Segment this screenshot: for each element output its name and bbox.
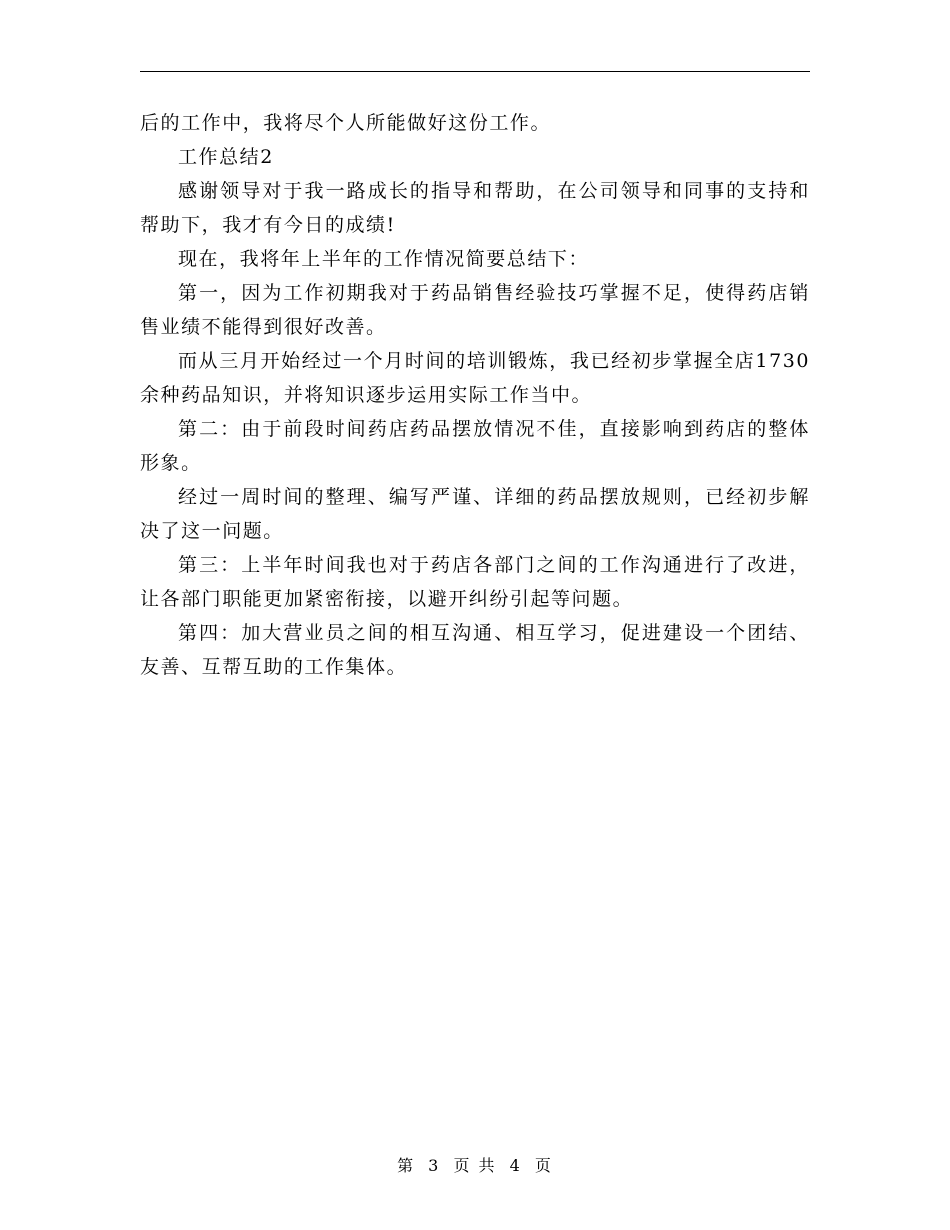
paragraph-8: 经过一周时间的整理、编写严谨、详细的药品摆放规则，已经初步解决了这一问题。 (140, 486, 810, 542)
page-footer (0, 1153, 950, 1176)
paragraph-3: 感谢领导对于我一路成长的指导和帮助，在公司领导和同事的支持和帮助下，我才有今日的成绩! (140, 180, 810, 236)
header-rule (140, 71, 810, 72)
section-heading: 工作总结2 (178, 146, 274, 168)
document-body (140, 106, 810, 684)
paragraph-7: 第二：由于前段时间药店药品摆放情况不佳，直接影响到药店的整体形象。 (140, 418, 810, 474)
footer-prefix: 第 (397, 1156, 416, 1175)
footer-middle: 页 共 (453, 1156, 497, 1175)
paragraph-5: 第一，因为工作初期我对于药品销售经验技巧掌握不足，使得药店销售业绩不能得到很好改善。 (140, 282, 810, 338)
total-page-number: 4 (509, 1156, 522, 1175)
current-page-number: 3 (428, 1156, 441, 1175)
paragraph-1: 后的工作中，我将尽个人所能做好这份工作。 (140, 112, 552, 134)
paragraph-10: 第四：加大营业员之间的相互沟通、相互学习，促进建设一个团结、友善、互帮互助的工作集体。 (140, 622, 810, 678)
paragraph-6: 而从三月开始经过一个月时间的培训锻炼，我已经初步掌握全店1730余种药品知识，并将知识逐步运用实际工作当中。 (140, 350, 810, 406)
paragraph-9: 第三：上半年时间我也对于药店各部门之间的工作沟通进行了改进，让各部门职能更加紧密衔接，以避开纠纷引起等问题。 (140, 554, 810, 610)
paragraph-4: 现在，我将年上半年的工作情况简要总结下： (178, 248, 590, 270)
footer-suffix: 页 (534, 1156, 553, 1175)
